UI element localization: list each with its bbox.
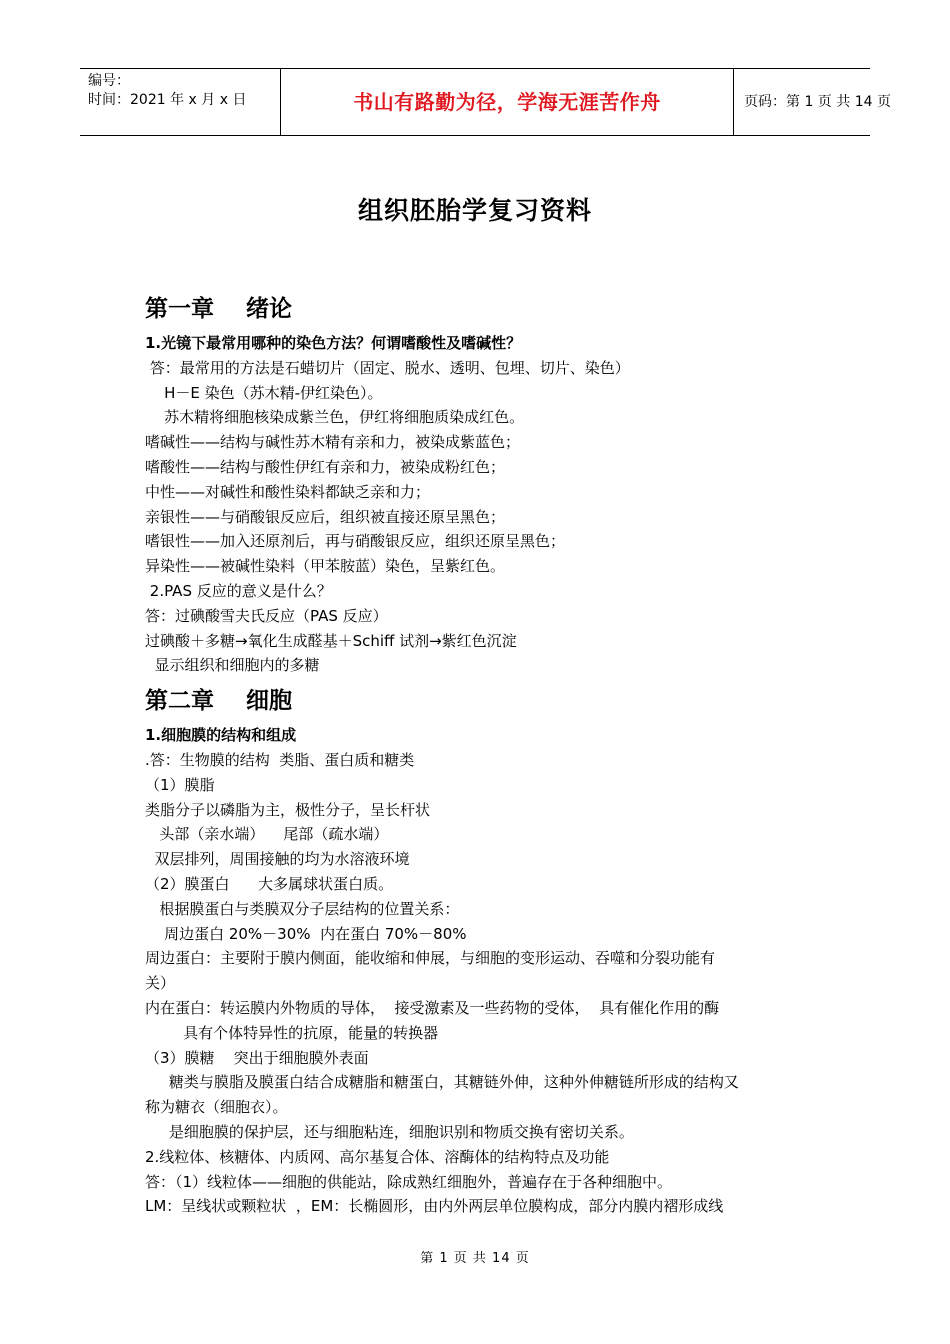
text-line: 过碘酸＋多糖→氧化生成醛基＋Schiff 试剂→紫红色沉淀 <box>145 631 517 650</box>
chapter-1-section <box>145 331 815 678</box>
text-line: 内在蛋白：转运膜内外物质的导体， 接受激素及一些药物的受体， 具有催化作用的酶 <box>145 998 720 1017</box>
serial-label: 编号： <box>88 73 130 89</box>
text-line: 嗜酸性——结构与酸性伊红有亲和力，被染成粉红色； <box>145 457 506 476</box>
text-line: 中性——对碱性和酸性染料都缺乏亲和力； <box>145 482 431 501</box>
text-line: 周边蛋白 20%－30% 内在蛋白 70%－80% <box>145 924 467 943</box>
text-line: 称为糖衣（细胞衣）。 <box>145 1098 288 1117</box>
text-line: 苏木精将细胞核染成紫兰色，伊红将细胞质染成红色。 <box>145 408 525 427</box>
text-line: 双层排列，周围接触的均为水溶液环境 <box>145 850 410 869</box>
header-left-cell <box>80 69 280 135</box>
question-2: 2.线粒体、核糖体、内质网、高尔基复合体、溶酶体的结构特点及功能 <box>145 1147 610 1166</box>
chapter-1-heading: 第一章 绪论 <box>145 296 293 322</box>
question-1: 1.细胞膜的结构和组成 <box>145 726 297 745</box>
text-line: H－E 染色（苏木精-伊红染色）。 <box>145 383 383 402</box>
chapter-2-section <box>145 723 815 1219</box>
motto: 书山有路勤为径，学海无涯苦作舟 <box>280 69 734 135</box>
text-line: 头部（亲水端） 尾部（疏水端） <box>145 825 389 844</box>
text-line: 具有个体特异性的抗原，能量的转换器 <box>145 1023 439 1042</box>
question-2: 2.PAS 反应的意义是什么？ <box>145 581 332 600</box>
text-line: 异染性——被碱性染料（甲苯胺蓝）染色，呈紫红色。 <box>145 557 506 576</box>
text-line: 嗜银性——加入还原剂后，再与硝酸银反应，组织还原呈黑色； <box>145 532 566 551</box>
document-title: 组织胚胎学复习资料 <box>357 196 592 225</box>
text-line: LM：呈线状或颗粒状 ，EM：长椭圆形，由内外两层单位膜构成，部分内膜内褶形成线 <box>145 1197 724 1216</box>
text-line: 根据膜蛋白与类膜双分子层结构的位置关系： <box>145 899 460 918</box>
time-label: 时间：2021 年 x 月 x 日 <box>88 92 247 108</box>
document-body <box>145 290 815 1219</box>
text-line: 是细胞膜的保护层，还与细胞粘连，细胞识别和物质交换有密切关系。 <box>145 1122 634 1141</box>
text-line: （3）膜糖 突出于细胞膜外表面 <box>145 1048 369 1067</box>
chapter-2-heading: 第二章 细胞 <box>145 688 293 715</box>
text-line: 答：过碘酸雪夫氏反应（PAS 反应） <box>145 606 388 625</box>
text-line: 答：（1）线粒体——细胞的供能站，除成熟红细胞外，普遍存在于各种细胞中。 <box>145 1172 673 1191</box>
page-footer: 第 1 页 共 14 页 <box>420 1251 530 1266</box>
text-line: 类脂分子以磷脂为主，极性分子，呈长杆状 <box>145 800 431 819</box>
text-line: 显示组织和细胞内的多糖 <box>145 656 320 675</box>
text-line: 糖类与膜脂及膜蛋白结合成糖脂和糖蛋白，其糖链外伸，这种外伸糖链所形成的结构又 <box>145 1073 739 1092</box>
text-line: 周边蛋白：主要附于膜内侧面，能收缩和伸展，与细胞的变形运动、吞噬和分裂功能有 <box>145 949 716 968</box>
header-table <box>80 68 891 136</box>
question-1: 1.光镜下最常用哪种的染色方法？何谓嗜酸性及嗜碱性？ <box>145 334 522 352</box>
text-line: （2）膜蛋白 大多属球状蛋白质。 <box>145 874 394 893</box>
text-line: 嗜碱性——结构与碱性苏木精有亲和力，被染成紫蓝色； <box>145 433 521 452</box>
text-line: 亲银性——与硝酸银反应后，组织被直接还原呈黑色； <box>145 507 506 526</box>
text-line: （1）膜脂 <box>145 775 215 794</box>
page-code: 页码：第 1 页 共 14 页 <box>744 94 891 110</box>
text-line: 答：最常用的方法是石蜡切片（固定、脱水、透明、包埋、切片、染色） <box>145 358 630 377</box>
text-line: 关） <box>145 974 176 993</box>
text-line: .答：生物膜的结构 类脂、蛋白质和糖类 <box>145 750 415 769</box>
